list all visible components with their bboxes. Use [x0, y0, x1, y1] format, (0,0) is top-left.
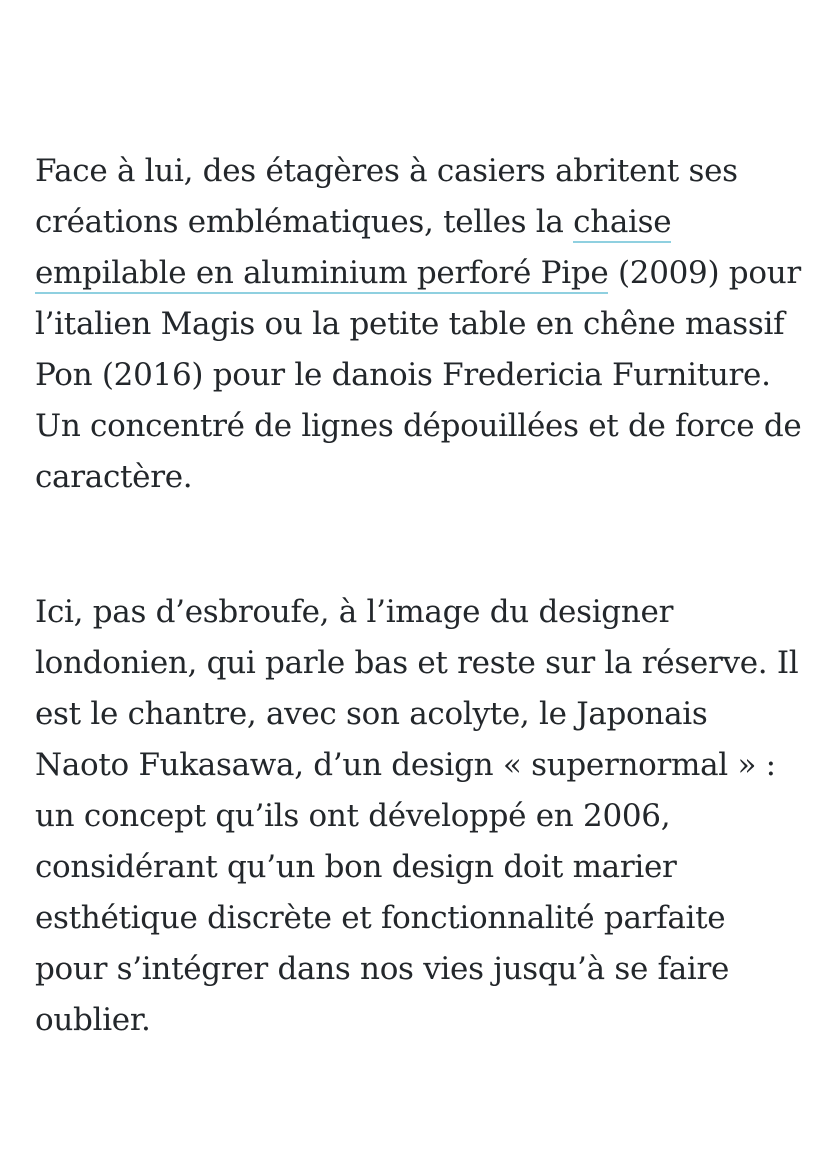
- article-paragraph-1: [35, 146, 805, 503]
- paragraph-1-text-before-link: Face à lui, des étagères à casiers abritent ses créations emblématiques, telles la: [35, 153, 738, 240]
- paragraph-1-text-after-link: (2009) pour l’italien Magis ou la petite table en chêne massif Pon (2016) pour le danois Fredericia Furniture. Un concentré de lignes dépouillées et de force de caractère.: [35, 255, 802, 495]
- chaise-pipe-link[interactable]: chaise empilable en aluminium perforé Pipe: [35, 204, 671, 294]
- article-body: [35, 146, 805, 1046]
- article-paragraph-2: Ici, pas d’esbroufe, à l’image du designer londonien, qui parle bas et reste sur la réserve. Il est le chantre, avec son acolyte, le Japonais Naoto Fukasawa, d’un design « supernormal » : un concept qu’ils ont développé en 2006, considérant qu’un bon design doit marier esthétique discrète et fonctionnalité parfaite pour s’intégrer dans nos vies jusqu’à se faire oublier.: [35, 594, 799, 1038]
